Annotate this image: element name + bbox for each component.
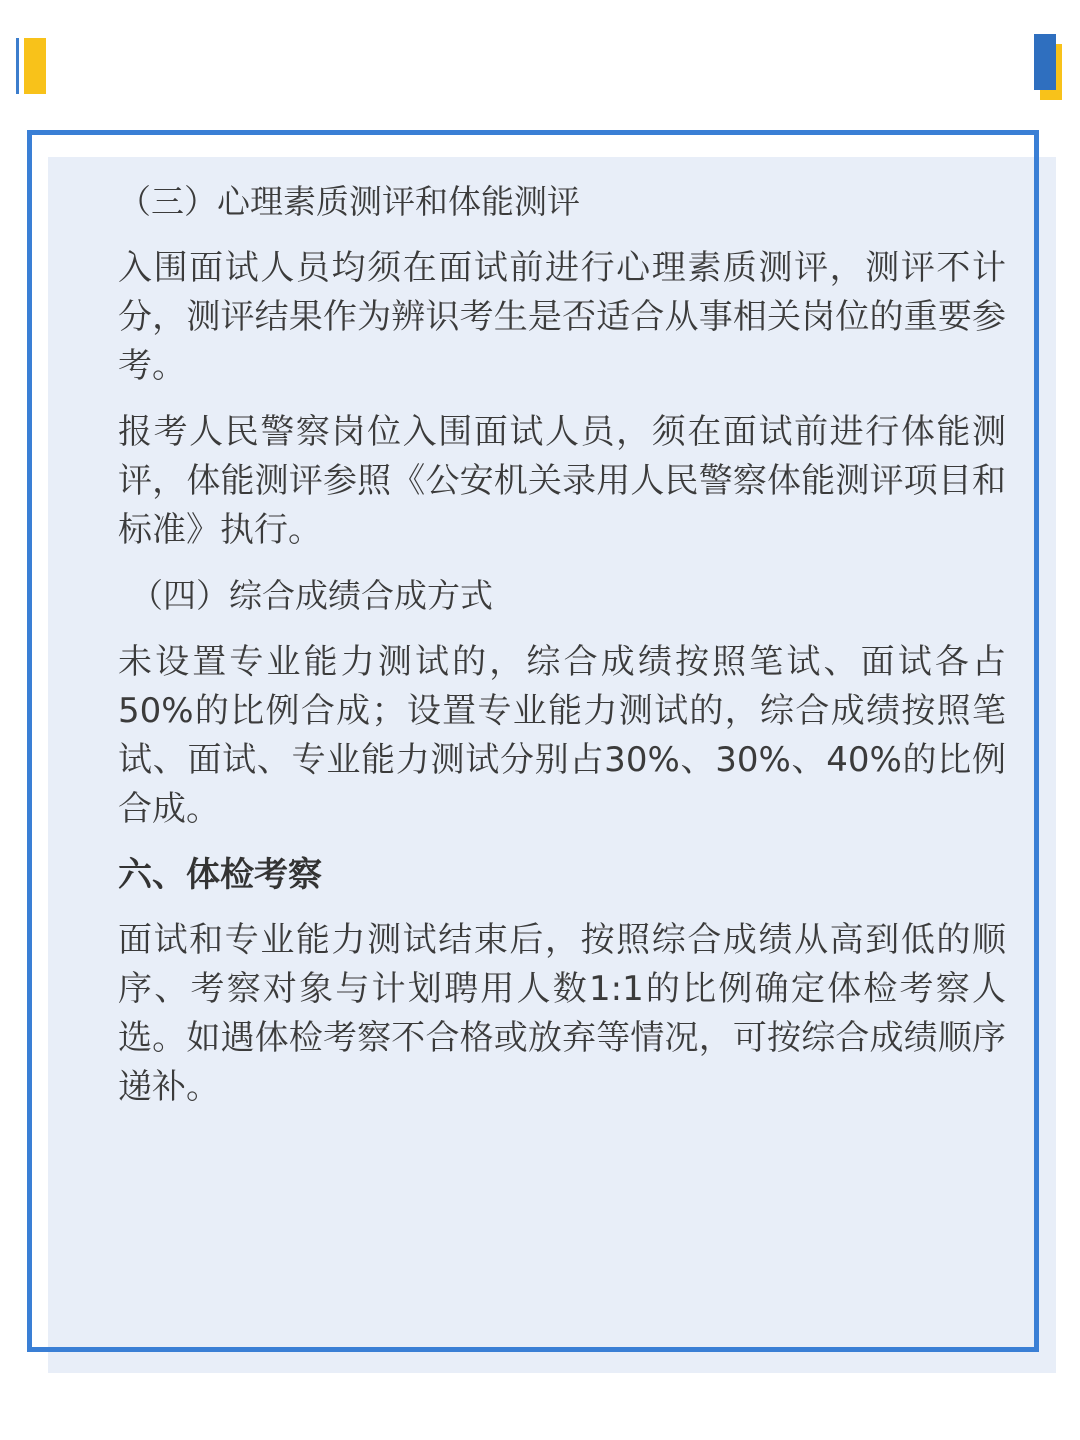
corner-marker-left-line bbox=[16, 38, 19, 94]
paragraph-physical-test: 报考人民警察岗位入围面试人员，须在面试前进行体能测评，体能测评参照《公安机关录用人民警察体能测评项目和标准》执行。 bbox=[118, 412, 1006, 550]
section-title-medical-exam: 六、体检考察 bbox=[118, 855, 322, 895]
document-body bbox=[118, 178, 1006, 1129]
heading-composite-score: （四）综合成绩合成方式 bbox=[130, 576, 493, 615]
corner-marker-right bbox=[1034, 34, 1056, 90]
paragraph-psych-test: 入围面试人员均须在面试前进行心理素质测评，测评不计分，测评结果作为辨识考生是否适合从事相关岗位的重要参考。 bbox=[118, 248, 1006, 386]
heading-psych-physical-test: （三）心理素质测评和体能测评 bbox=[118, 182, 580, 221]
corner-marker-left bbox=[24, 38, 46, 94]
paragraph-medical-exam: 面试和专业能力测试结束后，按照综合成绩从高到低的顺序、考察对象与计划聘用人数1:1的比例确定体检考察人选。如遇体检考察不合格或放弃等情况，可按综合成绩顺序递补。 bbox=[118, 920, 1006, 1107]
paragraph-composite-score: 未设置专业能力测试的，综合成绩按照笔试、面试各占50%的比例合成；设置专业能力测试的，综合成绩按照笔试、面试、专业能力测试分别占30%、30%、40%的比例合成。 bbox=[118, 642, 1006, 829]
